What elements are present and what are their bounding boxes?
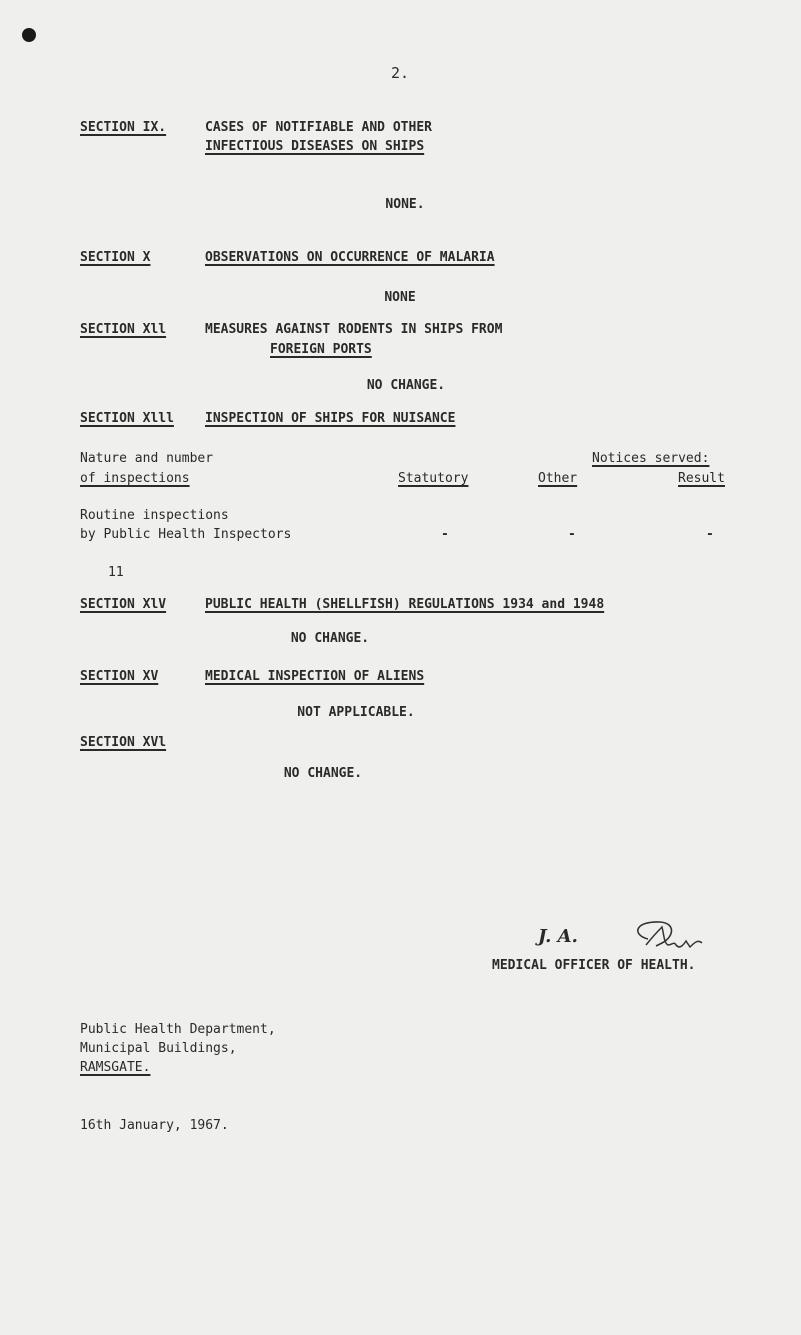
section-status: NO CHANGE. [283,766,363,781]
table-cell: - [706,527,714,542]
section-status: NONE. [385,197,425,212]
section-title: CASES OF NOTIFIABLE AND OTHER [205,120,432,135]
document-date: 16th January, 1967. [80,1118,229,1133]
address-line: Municipal Buildings, [80,1041,237,1056]
table-header: Other [538,471,578,486]
table-header: Result [678,471,725,486]
table-header: Nature and number [80,451,214,466]
table-cell: 11 [108,565,124,580]
section-title: FOREIGN PORTS [270,342,372,357]
section-label: SECTION Xll [80,322,167,337]
table-header: of inspections [80,471,190,486]
section-status: NO CHANGE. [366,378,446,393]
table-cell: - [568,527,576,542]
section-label: SECTION Xlll [80,411,174,426]
section-label: SECTION IX. [80,120,167,135]
section-title: INSPECTION OF SHIPS FOR NUISANCE [205,411,456,426]
section-status: NO CHANGE. [290,631,370,646]
section-label: SECTION XlV [80,597,167,612]
punch-hole [22,28,36,42]
section-label: SECTION X [80,250,151,265]
section-title: OBSERVATIONS ON OCCURRENCE OF MALARIA [205,250,495,265]
section-label: SECTION XVl [80,735,167,750]
section-title: MEDICAL INSPECTION OF ALIENS [205,669,425,684]
table-cell: - [441,527,449,542]
section-title: MEASURES AGAINST RODENTS IN SHIPS FROM [205,322,503,337]
signatory-title: MEDICAL OFFICER OF HEALTH. [492,958,696,973]
section-title: PUBLIC HEALTH (SHELLFISH) REGULATIONS 1934 and 1948 [205,597,605,612]
address-line: RAMSGATE. [80,1060,151,1075]
section-label: SECTION XV [80,669,159,684]
table-header: Statutory [398,471,469,486]
table-header: Notices served: [592,451,710,466]
page-number: 2. [391,64,410,82]
signature-initials: J. A. [538,926,578,947]
address-line: Public Health Department, [80,1022,276,1037]
table-cell: Routine inspections [80,508,229,523]
section-status: NOT APPLICABLE. [297,705,415,720]
section-title: INFECTIOUS DISEASES ON SHIPS [205,139,425,154]
section-status: NONE [384,290,416,305]
table-cell: by Public Health Inspectors [80,527,292,542]
